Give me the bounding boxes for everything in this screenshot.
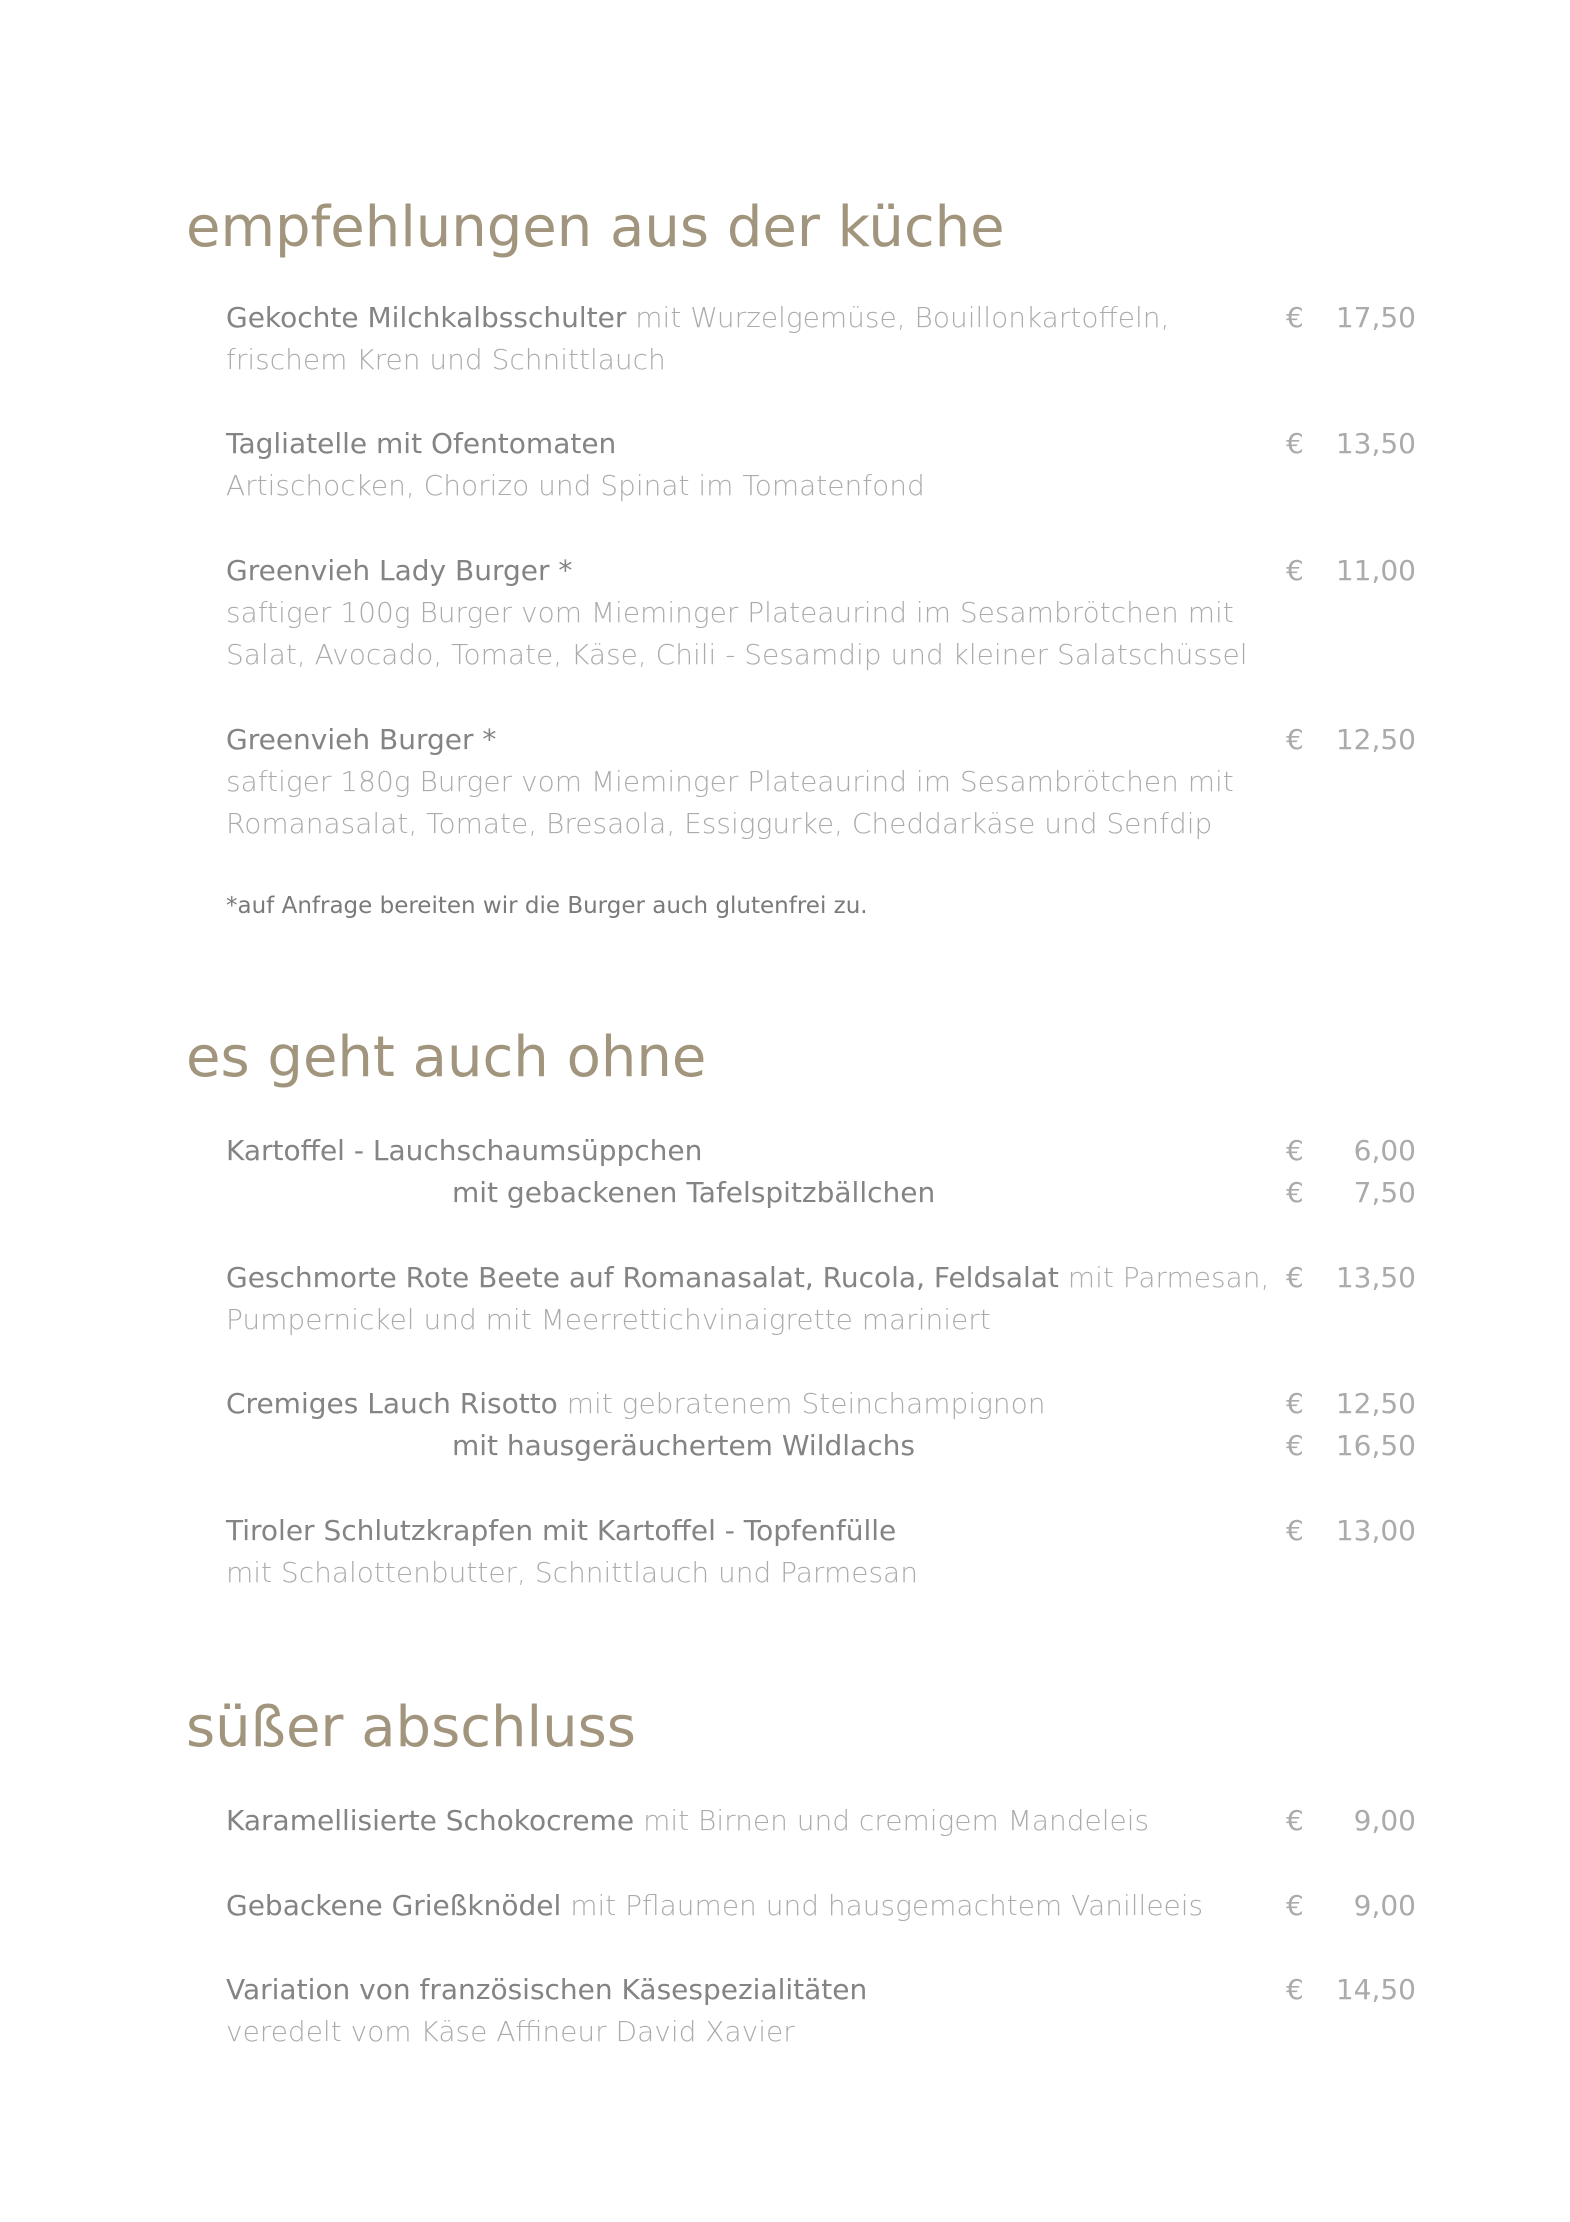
price-amount: 6,00 (1353, 1134, 1416, 1167)
menu-item-lauch-risotto (226, 1383, 1046, 1425)
currency-symbol: € (1286, 723, 1304, 756)
item-name: Greenvieh Burger * (226, 723, 497, 756)
item-description-line: frischem Kren und Schnittlauch (226, 343, 666, 376)
variant-price (1286, 1172, 1416, 1214)
menu-item-variant (452, 1425, 915, 1467)
price-amount: 13,00 (1335, 1514, 1416, 1547)
section-title-es-geht-auch-ohne: es geht auch ohne (186, 1025, 707, 1090)
menu-item-rote-beete (226, 1257, 1269, 1299)
item-price (1286, 1130, 1416, 1172)
item-description-line: Pumpernickel und mit Meerrettichvinaigrette mariniert (226, 1303, 991, 1336)
item-price (1286, 1800, 1416, 1842)
item-description-line: mit Schalottenbutter, Schnittlauch und Parmesan (226, 1556, 918, 1589)
menu-item-kaesespezialitaeten (226, 1969, 867, 2011)
menu-item-schlutzkrapfen (226, 1510, 896, 1552)
price-amount: 13,50 (1335, 427, 1416, 460)
currency-symbol: € (1286, 1176, 1304, 1209)
item-description-line: Salat, Avocado, Tomate, Käse, Chili - Sesamdip und kleiner Salatschüssel (226, 638, 1248, 671)
variant-name: mit gebackenen Tafelspitzbällchen (452, 1176, 936, 1209)
item-name: Tiroler Schlutzkrapfen mit Kartoffel - Topfenfülle (226, 1514, 897, 1547)
item-price (1286, 550, 1416, 592)
item-price (1286, 1969, 1416, 2011)
price-amount: 9,00 (1353, 1889, 1416, 1922)
item-description: mit Pflaumen und hausgemachtem Vanilleeis (561, 1889, 1204, 1922)
currency-symbol: € (1286, 1514, 1304, 1547)
currency-symbol: € (1286, 427, 1304, 460)
menu-item-lauchschaumsueppchen (226, 1130, 702, 1172)
price-amount: 14,50 (1335, 1973, 1416, 2006)
item-name: Gebackene Grießknödel (226, 1889, 562, 1922)
currency-symbol: € (1286, 301, 1304, 334)
item-description: mit Wurzelgemüse, Bouillonkartoffeln, (626, 301, 1170, 334)
price-amount: 16,50 (1335, 1429, 1416, 1462)
price-amount: 17,50 (1335, 301, 1416, 334)
variant-name: mit hausgeräuchertem Wildlachs (452, 1429, 915, 1462)
menu-item-schokocreme (226, 1800, 1149, 1842)
currency-symbol: € (1286, 554, 1304, 587)
menu-item-burger (226, 719, 496, 761)
menu-item-lady-burger (226, 550, 572, 592)
item-description: mit Birnen und cremigem Mandeleis (634, 1804, 1150, 1837)
item-name: Geschmorte Rote Beete auf Romanasalat, Rucola, Feldsalat (226, 1261, 1059, 1294)
item-price (1286, 719, 1416, 761)
currency-symbol: € (1286, 1889, 1304, 1922)
price-amount: 12,50 (1335, 1387, 1416, 1420)
item-name: Gekochte Milchkalbsschulter (226, 301, 627, 334)
currency-symbol: € (1286, 1429, 1304, 1462)
item-name: Cremiges Lauch Risotto (226, 1387, 558, 1420)
item-price (1286, 1510, 1416, 1552)
currency-symbol: € (1286, 1973, 1304, 2006)
price-amount: 9,00 (1353, 1804, 1416, 1837)
item-price (1286, 1885, 1416, 1927)
item-name: Greenvieh Lady Burger * (226, 554, 573, 587)
price-amount: 13,50 (1335, 1261, 1416, 1294)
item-description: mit Parmesan, (1058, 1261, 1270, 1294)
item-description-line: Artischocken, Chorizo und Spinat im Tomatenfond (226, 469, 925, 502)
item-name: Tagliatelle mit Ofentomaten (226, 427, 617, 460)
menu-item-variant (452, 1172, 935, 1214)
price-amount: 12,50 (1335, 723, 1416, 756)
currency-symbol: € (1286, 1261, 1304, 1294)
currency-symbol: € (1286, 1134, 1304, 1167)
variant-price (1286, 1425, 1416, 1467)
item-description-line: saftiger 100g Burger vom Mieminger Plateaurind im Sesambrötchen mit (226, 596, 1234, 629)
menu-item-milchkalbsschulter (226, 297, 1169, 339)
menu-item-tagliatelle (226, 423, 616, 465)
menu-item-griessknoedel (226, 1885, 1203, 1927)
item-description-line: Romanasalat, Tomate, Bresaola, Essiggurke, Cheddarkäse und Senfdip (226, 807, 1213, 840)
section-title-empfehlungen: empfehlungen aus der küche (186, 195, 1005, 260)
item-name: Variation von französischen Käsespezialitäten (226, 1973, 868, 2006)
footnote-glutenfree: *auf Anfrage bereiten wir die Burger auch glutenfrei zu. (226, 893, 868, 919)
item-price (1286, 423, 1416, 465)
item-description: mit gebratenem Steinchampignon (557, 1387, 1046, 1420)
section-title-suesser-abschluss: süßer abschluss (186, 1695, 636, 1760)
item-name: Kartoffel - Lauchschaumsüppchen (226, 1134, 703, 1167)
item-price (1286, 297, 1416, 339)
price-amount: 7,50 (1353, 1176, 1416, 1209)
price-amount: 11,00 (1335, 554, 1416, 587)
item-description-line: veredelt vom Käse Affineur David Xavier (226, 2015, 795, 2048)
item-name: Karamellisierte Schokocreme (226, 1804, 635, 1837)
currency-symbol: € (1286, 1804, 1304, 1837)
item-description-line: saftiger 180g Burger vom Mieminger Plateaurind im Sesambrötchen mit (226, 765, 1234, 798)
currency-symbol: € (1286, 1387, 1304, 1420)
item-price (1286, 1383, 1416, 1425)
item-price (1286, 1257, 1416, 1299)
